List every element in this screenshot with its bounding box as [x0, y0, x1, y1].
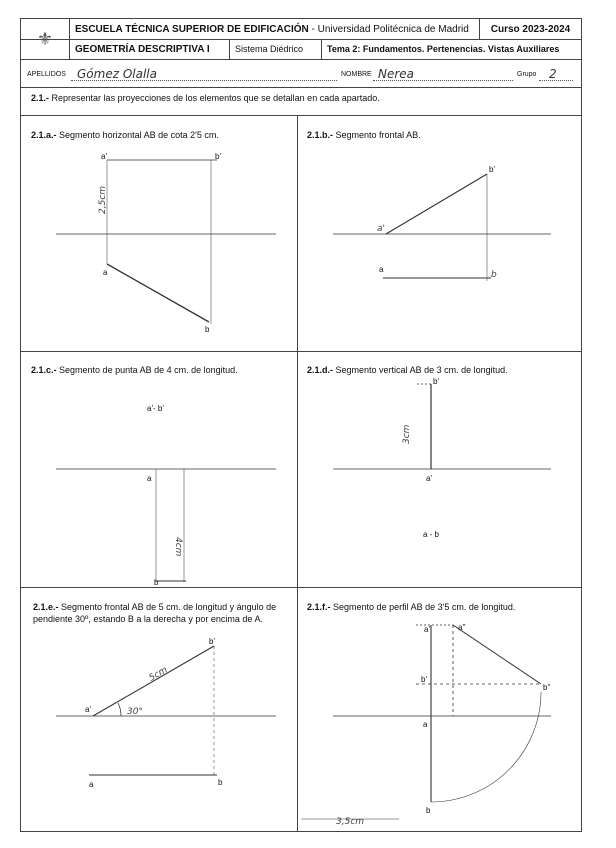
note-c: 4cm	[173, 537, 183, 557]
exercise-d-text: Segmento vertical AB de 3 cm. de longitud.	[335, 365, 508, 375]
exercise-b-text: Segmento frontal AB.	[335, 130, 421, 140]
label-a-c: a	[147, 474, 152, 483]
label-b-e: b	[218, 778, 223, 787]
university-logo: ⚜	[36, 29, 54, 49]
label-a-e: a	[89, 780, 94, 789]
label-b-prime: b'	[215, 152, 221, 161]
label-a-prime: a'	[101, 152, 107, 161]
note-d: 3cm	[402, 424, 412, 444]
label-a: a	[103, 268, 108, 277]
note-f: 3,5cm	[336, 817, 365, 827]
course: Curso 2023-2024	[479, 19, 581, 39]
exercise-d-number: 2.1.d.-	[307, 365, 334, 375]
intro-number: 2.1.-	[31, 93, 50, 103]
university-name: - Universidad Politécnica de Madrid	[311, 23, 469, 35]
subject: GEOMETRÍA DESCRIPTIVA I	[69, 39, 229, 59]
label-b-f: b	[426, 806, 431, 815]
exercise-c-text: Segmento de punta AB de 4 cm. de longitud.	[59, 365, 238, 375]
exercise-e-number: 2.1.e.-	[33, 602, 59, 612]
name-value: Nerea	[378, 67, 415, 81]
label-b-prime-b: b'	[489, 165, 495, 174]
school-name: ESCUELA TÉCNICA SUPERIOR DE EDIFICACIÓN	[75, 23, 309, 35]
label-a-prime-d: a'	[426, 474, 432, 483]
exam-sheet	[20, 18, 582, 832]
group-label: Grupo	[517, 71, 537, 78]
label-b-prime-e: b'	[209, 637, 215, 646]
label-ab-d: a - b	[423, 530, 440, 539]
angle-arc	[118, 703, 121, 716]
segment-f-profile	[453, 625, 541, 684]
label-ab-prime-c: a'- b'	[147, 404, 164, 413]
label-b2-f: b''	[543, 683, 551, 692]
label-b-c: b	[154, 578, 159, 587]
label-b-prime-d: b'	[433, 377, 439, 386]
exercise-e-text: Segmento frontal AB de 5 cm. de longitud y ángulo de pendiente 30º, estando B a la derecha y por encima de A.	[33, 602, 277, 624]
exercise-c-number: 2.1.c.-	[31, 365, 57, 375]
rotation-arc	[431, 692, 541, 802]
label-a-prime-f: a'	[424, 625, 430, 634]
surname-label: APELLIDOS	[27, 71, 66, 78]
label-a2-f: a''	[458, 623, 466, 632]
label-b-b: b	[491, 270, 497, 280]
label-b-prime-f: b'	[421, 675, 427, 684]
label-a-f: a	[423, 720, 428, 729]
group-value: 2	[549, 67, 557, 81]
note-a: 2,5cm	[98, 185, 108, 214]
label-a-b: a	[379, 265, 384, 274]
exercise-f-number: 2.1.f.-	[307, 602, 331, 612]
drawings	[21, 19, 581, 831]
topic: Tema 2: Fundamentos. Pertenencias. Vistas Auxiliares	[321, 39, 581, 59]
name-label: NOMBRE	[341, 71, 372, 78]
segment-b-front	[386, 174, 487, 234]
system: Sistema Diédrico	[229, 39, 321, 59]
label-b: b	[205, 325, 210, 334]
note-e-length: 5cm	[147, 665, 170, 684]
label-a-prime-b: a'	[377, 224, 385, 234]
note-e-angle: 30°	[127, 707, 143, 717]
segment-a-top	[107, 264, 209, 322]
intro-text: Representar las proyecciones de los elementos que se detallan en cada apartado.	[51, 93, 380, 103]
label-a-prime-e: a'	[85, 705, 91, 714]
exercise-a-number: 2.1.a.-	[31, 130, 57, 140]
exercise-b-number: 2.1.b.-	[307, 130, 334, 140]
surname-value: Gómez Olalla	[77, 67, 157, 81]
exercise-a-text: Segmento horizontal AB de cota 2'5 cm.	[59, 130, 219, 140]
exercise-f-text: Segmento de perfil AB de 3'5 cm. de longitud.	[333, 602, 516, 612]
